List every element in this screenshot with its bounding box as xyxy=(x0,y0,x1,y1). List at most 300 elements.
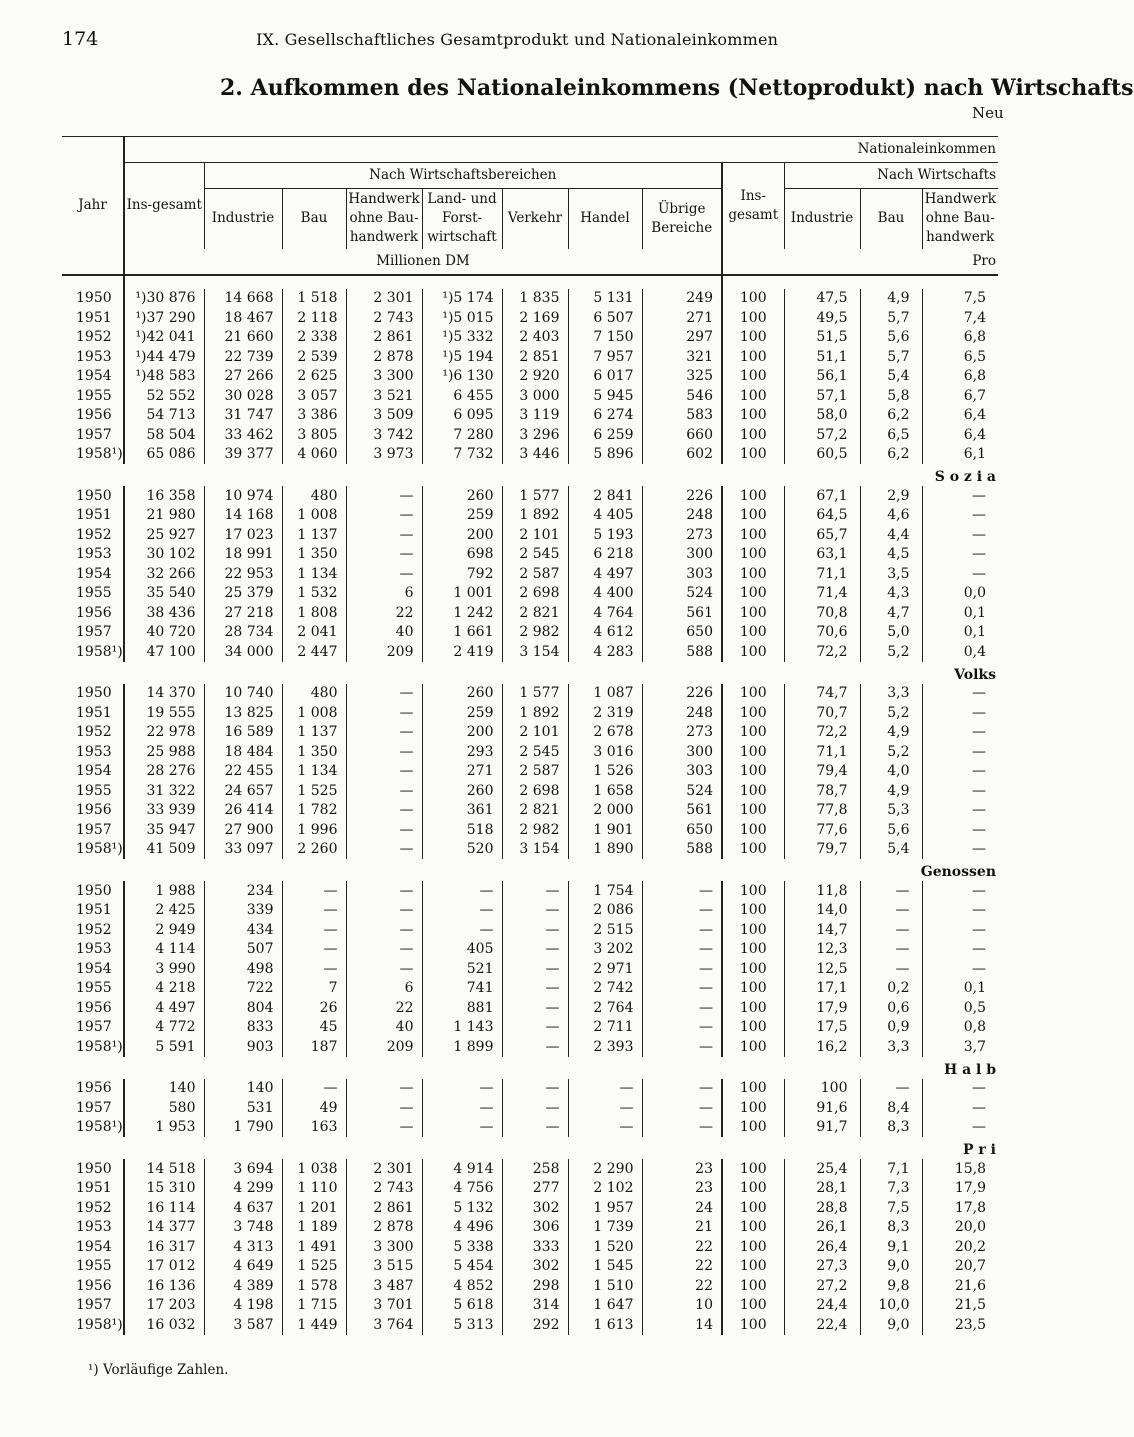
percent-cell: 100 xyxy=(722,545,784,565)
year-cell: 1958¹) xyxy=(76,446,123,463)
percent-cell: 100 xyxy=(722,742,784,762)
value-cell: 4 637 xyxy=(204,1198,282,1218)
percent-cell: — xyxy=(922,901,998,921)
value-cell: 1 957 xyxy=(568,1198,642,1218)
table-row xyxy=(62,445,998,465)
value-cell: 2 625 xyxy=(282,367,346,387)
value-cell: 1 143 xyxy=(422,1018,502,1038)
value-cell: 248 xyxy=(642,506,722,526)
value-cell: 7 957 xyxy=(568,347,642,367)
percent-cell: 71,4 xyxy=(784,584,860,604)
value-cell: 3 973 xyxy=(346,445,422,465)
percent-cell: 6,8 xyxy=(922,367,998,387)
value-cell: ¹)30 876 xyxy=(124,289,204,309)
value-cell: 698 xyxy=(422,545,502,565)
percent-cell: 14,7 xyxy=(784,920,860,940)
year-cell: 1956 xyxy=(76,604,112,621)
value-cell: 306 xyxy=(502,1218,568,1238)
year-cell: 1957 xyxy=(76,426,112,443)
section-label: Volks xyxy=(954,666,996,683)
table-row xyxy=(62,762,998,782)
value-cell: 28 276 xyxy=(124,762,204,782)
percent-cell: 5,2 xyxy=(860,703,922,723)
value-cell: 2 982 xyxy=(502,623,568,643)
value-cell: 22 xyxy=(642,1257,722,1277)
table-row xyxy=(62,820,998,840)
percent-cell: 6,2 xyxy=(860,406,922,426)
value-cell: — xyxy=(346,486,422,506)
value-cell: 1 520 xyxy=(568,1237,642,1257)
value-cell: 6 095 xyxy=(422,406,502,426)
page-number: 174 xyxy=(62,28,99,50)
section-label: H a l b xyxy=(943,1061,996,1078)
table-row xyxy=(62,723,998,743)
percent-cell: 7,5 xyxy=(860,1198,922,1218)
value-cell: 1 001 xyxy=(422,584,502,604)
percent-cell: 100 xyxy=(722,1179,784,1199)
value-cell: 1 201 xyxy=(282,1198,346,1218)
value-cell: — xyxy=(346,723,422,743)
percent-cell: 100 xyxy=(722,781,784,801)
value-cell: — xyxy=(282,959,346,979)
value-cell: 1 449 xyxy=(282,1315,346,1335)
value-cell: 5 618 xyxy=(422,1296,502,1316)
year-cell: 1957 xyxy=(76,624,112,641)
value-cell: 17 203 xyxy=(124,1296,204,1316)
table-title: 2. Aufkommen des Nationaleinkommens (Nettoprodukt) nach Wirtschafts xyxy=(220,75,1134,101)
value-cell: 4 198 xyxy=(204,1296,282,1316)
value-cell: 650 xyxy=(642,623,722,643)
column-header-handel: Handel xyxy=(568,189,642,249)
percent-cell: 3,7 xyxy=(922,1037,998,1057)
value-cell: 4 283 xyxy=(568,642,642,662)
value-cell: 561 xyxy=(642,801,722,821)
year-cell: 1953 xyxy=(76,1219,112,1236)
value-cell: 17 012 xyxy=(124,1257,204,1277)
value-cell: 588 xyxy=(642,642,722,662)
percent-cell: 91,7 xyxy=(784,1118,860,1138)
percent-cell: 100 xyxy=(722,525,784,545)
percent-cell: 100 xyxy=(722,289,784,309)
value-cell: 22 xyxy=(642,1276,722,1296)
table-row xyxy=(62,564,998,584)
value-cell: 293 xyxy=(422,742,502,762)
year-cell: 1952 xyxy=(76,526,112,543)
value-cell: 40 xyxy=(346,1018,422,1038)
percent-cell: — xyxy=(922,506,998,526)
year-cell: 1951 xyxy=(76,704,112,721)
table-row xyxy=(62,545,998,565)
percent-cell: 0,1 xyxy=(922,979,998,999)
value-cell: 4 218 xyxy=(124,979,204,999)
percent-cell: 100 xyxy=(722,959,784,979)
value-cell: 2 698 xyxy=(502,781,568,801)
percent-cell: 3,3 xyxy=(860,1037,922,1057)
value-cell: 741 xyxy=(422,979,502,999)
value-cell: 260 xyxy=(422,684,502,704)
running-header: IX. Gesellschaftliches Gesamtprodukt und Nationaleinkommen xyxy=(256,30,779,49)
value-cell: 314 xyxy=(502,1296,568,1316)
value-cell: 10 974 xyxy=(204,486,282,506)
value-cell: 65 086 xyxy=(124,445,204,465)
value-cell: 1 532 xyxy=(282,584,346,604)
value-cell: 18 991 xyxy=(204,545,282,565)
value-cell: 2 447 xyxy=(282,642,346,662)
percent-cell: — xyxy=(922,1079,998,1099)
value-cell: 2 982 xyxy=(502,820,568,840)
table-row xyxy=(62,525,998,545)
value-cell: 1 137 xyxy=(282,723,346,743)
value-cell: 302 xyxy=(502,1257,568,1277)
value-cell: 4 114 xyxy=(124,940,204,960)
value-cell: 507 xyxy=(204,940,282,960)
table-row xyxy=(62,959,998,979)
percent-cell: 28,8 xyxy=(784,1198,860,1218)
percent-cell: 100 xyxy=(722,1198,784,1218)
column-header-jahr: Jahr xyxy=(62,137,124,275)
value-cell: 1 189 xyxy=(282,1218,346,1238)
value-cell: 14 370 xyxy=(124,684,204,704)
value-cell: — xyxy=(642,959,722,979)
value-cell: 1 525 xyxy=(282,781,346,801)
year-cell: 1957 xyxy=(76,1099,112,1116)
value-cell: 33 462 xyxy=(204,425,282,445)
percent-cell: — xyxy=(860,881,922,901)
value-cell: 1 661 xyxy=(422,623,502,643)
value-cell: 3 764 xyxy=(346,1315,422,1335)
value-cell: 2 742 xyxy=(568,979,642,999)
percent-cell: 21,5 xyxy=(922,1296,998,1316)
percent-cell: 4,6 xyxy=(860,506,922,526)
table-row xyxy=(62,642,998,662)
percent-cell: — xyxy=(922,564,998,584)
unit-label-prozent: Pro xyxy=(722,249,998,275)
value-cell: 140 xyxy=(124,1079,204,1099)
table-row xyxy=(62,584,998,604)
value-cell: 1 715 xyxy=(282,1296,346,1316)
value-cell: 2 821 xyxy=(502,603,568,623)
value-cell: — xyxy=(502,901,568,921)
percent-cell: 100 xyxy=(722,998,784,1018)
value-cell: 4 400 xyxy=(568,584,642,604)
value-cell: ¹)5 174 xyxy=(422,289,502,309)
value-cell: — xyxy=(346,684,422,704)
percent-cell: 100 xyxy=(722,1218,784,1238)
value-cell: 4 612 xyxy=(568,623,642,643)
percent-cell: — xyxy=(860,940,922,960)
value-cell: 6 218 xyxy=(568,545,642,565)
value-cell: 3 016 xyxy=(568,742,642,762)
value-cell: — xyxy=(422,1098,502,1118)
percent-cell: 17,1 xyxy=(784,979,860,999)
percent-cell: 70,7 xyxy=(784,703,860,723)
percent-cell: 4,4 xyxy=(860,525,922,545)
value-cell: — xyxy=(422,1118,502,1138)
percent-cell: 17,9 xyxy=(784,998,860,1018)
value-cell: 303 xyxy=(642,762,722,782)
value-cell: 4 914 xyxy=(422,1159,502,1179)
unit-label-millionen-dm: Millionen DM xyxy=(124,249,722,275)
value-cell: — xyxy=(642,1079,722,1099)
percent-cell: 6,1 xyxy=(922,445,998,465)
value-cell: 1 038 xyxy=(282,1159,346,1179)
value-cell: 7 150 xyxy=(568,328,642,348)
value-cell: 1 545 xyxy=(568,1257,642,1277)
percent-cell: 9,8 xyxy=(860,1276,922,1296)
value-cell: 18 484 xyxy=(204,742,282,762)
value-cell: 583 xyxy=(642,406,722,426)
percent-cell: 57,1 xyxy=(784,386,860,406)
percent-cell: 4,9 xyxy=(860,723,922,743)
value-cell: — xyxy=(502,1079,568,1099)
percent-cell: 5,2 xyxy=(860,742,922,762)
value-cell: ¹)48 583 xyxy=(124,367,204,387)
value-cell: 6 455 xyxy=(422,386,502,406)
percent-cell: 77,8 xyxy=(784,801,860,821)
percent-cell: 100 xyxy=(722,445,784,465)
value-cell: 2 000 xyxy=(568,801,642,821)
percent-cell: — xyxy=(860,1079,922,1099)
percent-cell: 100 xyxy=(722,1296,784,1316)
year-cell: 1958¹) xyxy=(76,1119,123,1136)
value-cell: 2 743 xyxy=(346,1179,422,1199)
year-cell: 1951 xyxy=(76,507,112,524)
value-cell: — xyxy=(346,525,422,545)
value-cell: — xyxy=(346,564,422,584)
percent-cell: 0,6 xyxy=(860,998,922,1018)
percent-cell: 49,5 xyxy=(784,308,860,328)
value-cell: 21 660 xyxy=(204,328,282,348)
section-label: Genossen xyxy=(920,864,996,880)
value-cell: 271 xyxy=(422,762,502,782)
percent-cell: 100 xyxy=(784,1079,860,1099)
value-cell: 2 698 xyxy=(502,584,568,604)
value-cell: 2 545 xyxy=(502,742,568,762)
value-cell: 1 134 xyxy=(282,564,346,584)
value-cell: 14 668 xyxy=(204,289,282,309)
value-cell: 3 446 xyxy=(502,445,568,465)
value-cell: 5 945 xyxy=(568,386,642,406)
year-cell: 1954 xyxy=(76,763,112,780)
percent-cell: 20,7 xyxy=(922,1257,998,1277)
value-cell: 3 990 xyxy=(124,959,204,979)
value-cell: 660 xyxy=(642,425,722,445)
value-cell: — xyxy=(346,959,422,979)
value-cell: 10 xyxy=(642,1296,722,1316)
percent-cell: 5,7 xyxy=(860,308,922,328)
table-row xyxy=(62,623,998,643)
value-cell: 14 xyxy=(642,1315,722,1335)
value-cell: 249 xyxy=(642,289,722,309)
percent-cell: 100 xyxy=(722,603,784,623)
value-cell: 15 310 xyxy=(124,1179,204,1199)
value-cell: 5 454 xyxy=(422,1257,502,1277)
year-cell: 1955 xyxy=(76,1258,112,1275)
value-cell: 1 901 xyxy=(568,820,642,840)
section-label: P r i xyxy=(963,1142,996,1158)
value-cell: — xyxy=(502,1037,568,1057)
value-cell: 2 861 xyxy=(346,1198,422,1218)
value-cell: 248 xyxy=(642,703,722,723)
percent-cell: 23,5 xyxy=(922,1315,998,1335)
percent-cell: 100 xyxy=(722,979,784,999)
value-cell: — xyxy=(422,1079,502,1099)
value-cell: 1 790 xyxy=(204,1118,282,1138)
value-cell: 209 xyxy=(346,642,422,662)
percent-cell: — xyxy=(922,742,998,762)
column-group-nach-wirtschafts-pct: Nach Wirtschafts xyxy=(784,163,998,189)
table-row xyxy=(62,1296,998,1316)
percent-cell: 67,1 xyxy=(784,486,860,506)
percent-cell: 17,8 xyxy=(922,1198,998,1218)
value-cell: ¹)5 194 xyxy=(422,347,502,367)
percent-cell: — xyxy=(922,723,998,743)
value-cell: 1 647 xyxy=(568,1296,642,1316)
year-cell: 1958¹) xyxy=(76,1038,123,1055)
value-cell: — xyxy=(346,940,422,960)
percent-cell: 100 xyxy=(722,328,784,348)
percent-cell: 64,5 xyxy=(784,506,860,526)
value-cell: 30 028 xyxy=(204,386,282,406)
value-cell: 580 xyxy=(124,1098,204,1118)
column-header-industrie: Industrie xyxy=(204,189,282,249)
value-cell: 7 732 xyxy=(422,445,502,465)
table-row xyxy=(62,801,998,821)
percent-cell: 21,6 xyxy=(922,1276,998,1296)
value-cell: ¹)5 015 xyxy=(422,308,502,328)
percent-cell: 10,0 xyxy=(860,1296,922,1316)
value-cell: 1 953 xyxy=(124,1118,204,1138)
value-cell: 292 xyxy=(502,1315,568,1335)
table-row xyxy=(62,486,998,506)
value-cell: 16 032 xyxy=(124,1315,204,1335)
percent-cell: 100 xyxy=(722,801,784,821)
table-row xyxy=(62,1098,998,1118)
value-cell: 226 xyxy=(642,684,722,704)
value-cell: 16 114 xyxy=(124,1198,204,1218)
value-cell: 3 202 xyxy=(568,940,642,960)
value-cell: 58 504 xyxy=(124,425,204,445)
value-cell: — xyxy=(346,703,422,723)
percent-cell: 9,0 xyxy=(860,1257,922,1277)
table-row xyxy=(62,603,998,623)
percent-cell: 100 xyxy=(722,901,784,921)
value-cell: — xyxy=(568,1079,642,1099)
value-cell: 3 154 xyxy=(502,840,568,860)
value-cell: 2 971 xyxy=(568,959,642,979)
year-cell: 1950 xyxy=(76,882,112,899)
value-cell: — xyxy=(502,959,568,979)
value-cell: 22 953 xyxy=(204,564,282,584)
value-cell: 40 xyxy=(346,623,422,643)
percent-cell: 12,5 xyxy=(784,959,860,979)
value-cell: ¹)6 130 xyxy=(422,367,502,387)
value-cell: 24 657 xyxy=(204,781,282,801)
value-cell: 52 552 xyxy=(124,386,204,406)
value-cell: 25 988 xyxy=(124,742,204,762)
percent-cell: 63,1 xyxy=(784,545,860,565)
value-cell: 2 086 xyxy=(568,901,642,921)
percent-cell: 100 xyxy=(722,881,784,901)
percent-cell: 74,7 xyxy=(784,684,860,704)
value-cell: — xyxy=(502,1018,568,1038)
value-cell: 187 xyxy=(282,1037,346,1057)
value-cell: 3 587 xyxy=(204,1315,282,1335)
percent-cell: 100 xyxy=(722,1037,784,1057)
value-cell: — xyxy=(422,901,502,921)
value-cell: — xyxy=(422,920,502,940)
value-cell: 14 518 xyxy=(124,1159,204,1179)
value-cell: — xyxy=(568,1118,642,1138)
table-row xyxy=(62,840,998,860)
percent-cell: 100 xyxy=(722,584,784,604)
value-cell: — xyxy=(282,920,346,940)
percent-cell: 100 xyxy=(722,940,784,960)
year-cell: 1956 xyxy=(76,999,112,1016)
percent-cell: 26,1 xyxy=(784,1218,860,1238)
percent-cell: 100 xyxy=(722,506,784,526)
percent-cell: 100 xyxy=(722,642,784,662)
value-cell: — xyxy=(346,840,422,860)
column-header-handwerk: Handwerk ohne Bau-handwerk xyxy=(346,189,422,249)
value-cell: ¹)37 290 xyxy=(124,308,204,328)
value-cell: 39 377 xyxy=(204,445,282,465)
percent-cell: — xyxy=(860,901,922,921)
value-cell: 3 694 xyxy=(204,1159,282,1179)
value-cell: — xyxy=(282,1079,346,1099)
percent-cell: 100 xyxy=(722,1018,784,1038)
value-cell: 339 xyxy=(204,901,282,921)
percent-cell: 5,7 xyxy=(860,347,922,367)
percent-cell: 77,6 xyxy=(784,820,860,840)
percent-cell: 0,2 xyxy=(860,979,922,999)
year-cell: 1958¹) xyxy=(76,841,123,858)
value-cell: 498 xyxy=(204,959,282,979)
percent-cell: 8,4 xyxy=(860,1098,922,1118)
percent-cell: 20,0 xyxy=(922,1218,998,1238)
value-cell: 260 xyxy=(422,781,502,801)
percent-cell: 100 xyxy=(722,406,784,426)
percent-cell: — xyxy=(922,545,998,565)
value-cell: 49 xyxy=(282,1098,346,1118)
table-row xyxy=(62,506,998,526)
percent-cell: 58,0 xyxy=(784,406,860,426)
value-cell: 26 xyxy=(282,998,346,1018)
table-row xyxy=(62,347,998,367)
year-cell: 1956 xyxy=(76,802,112,819)
value-cell: 13 825 xyxy=(204,703,282,723)
value-cell: 300 xyxy=(642,545,722,565)
percent-cell: 57,2 xyxy=(784,425,860,445)
value-cell: 405 xyxy=(422,940,502,960)
value-cell: — xyxy=(502,1098,568,1118)
value-cell: 833 xyxy=(204,1018,282,1038)
value-cell: 4 852 xyxy=(422,1276,502,1296)
value-cell: 3 154 xyxy=(502,642,568,662)
percent-cell: 56,1 xyxy=(784,367,860,387)
percent-cell: — xyxy=(922,684,998,704)
value-cell: 33 939 xyxy=(124,801,204,821)
value-cell: — xyxy=(282,881,346,901)
value-cell: 2 764 xyxy=(568,998,642,1018)
percent-cell: — xyxy=(922,781,998,801)
value-cell: 45 xyxy=(282,1018,346,1038)
value-cell: 209 xyxy=(346,1037,422,1057)
value-cell: 21 xyxy=(642,1218,722,1238)
percent-cell: 71,1 xyxy=(784,564,860,584)
value-cell: 1 087 xyxy=(568,684,642,704)
table-row xyxy=(62,425,998,445)
